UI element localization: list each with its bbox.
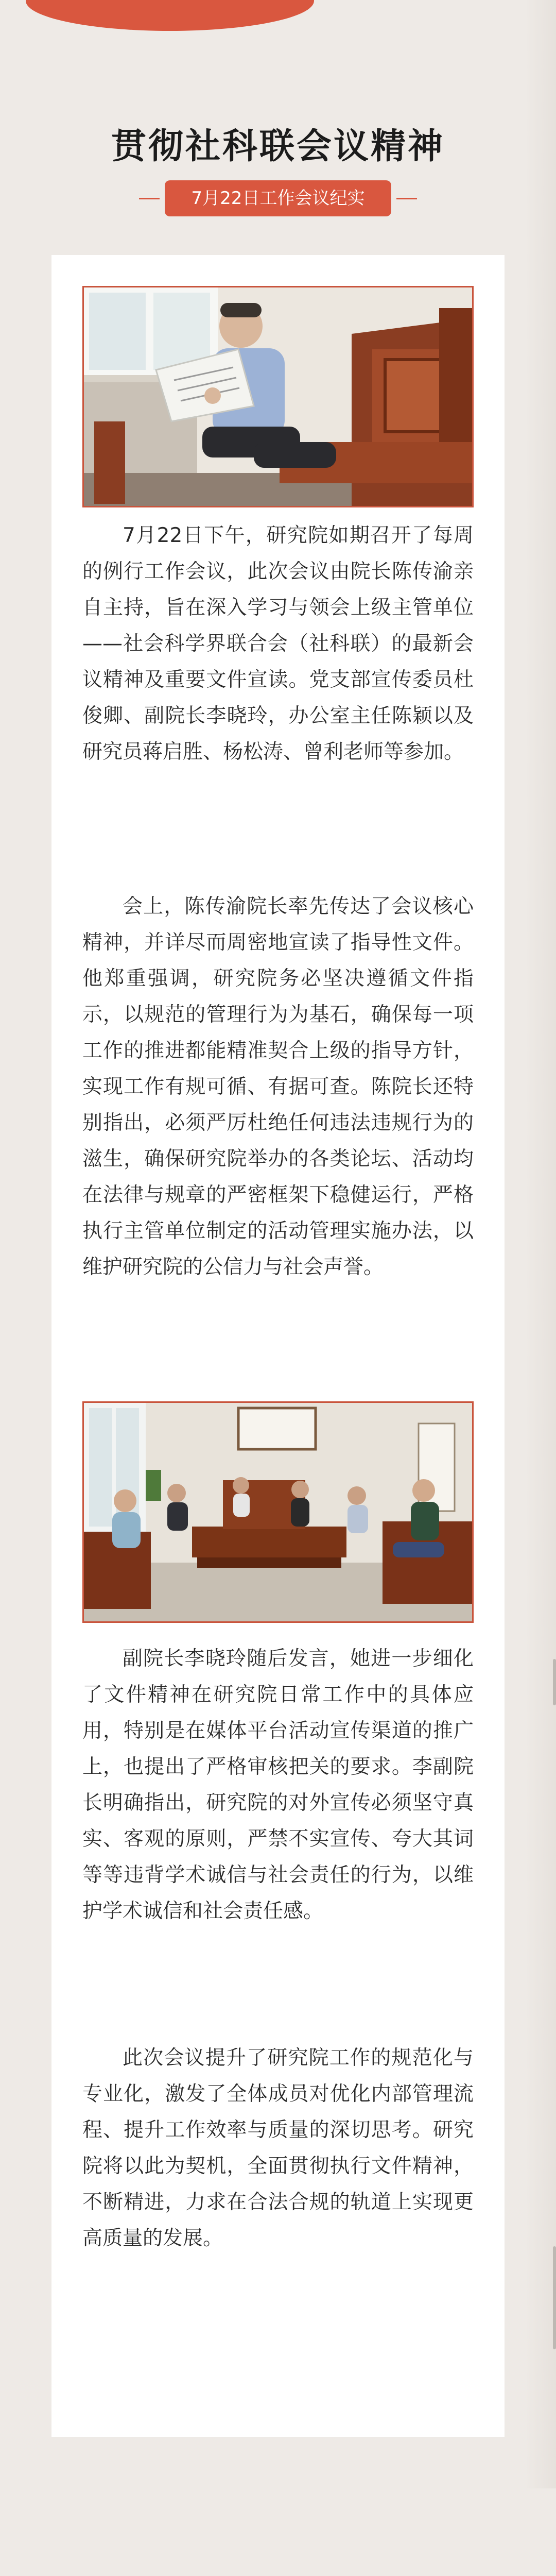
subtitle-banner — [139, 180, 417, 216]
side-shade — [525, 0, 556, 2488]
article-photo-reading — [82, 286, 474, 507]
scrollbar-thumb[interactable] — [553, 1659, 556, 1705]
article-paragraph: 副院长李晓玲随后发言，她进一步细化了文件精神在研究院日常工作中的具体应用，特别是在媒体平台活动宣传渠道的推广上，也提出了严格审核把关的要求。李副院长明确指出，研究院的对外宣传必须坚守真实、客观的原则，严禁不实宣传、夸大其词等等违背学术诚信与社会责任的行为，以维护学术诚信和社会责任感。 — [82, 1647, 474, 1923]
article-card — [51, 255, 505, 2437]
article-photo-meeting — [82, 1401, 474, 1623]
photo-illustration-reading — [84, 287, 472, 506]
photo-illustration-meeting — [84, 1403, 472, 1621]
article-paragraph: 会上，陈传渝院长率先传达了会议核心精神，并详尽而周密地宣读了指导性文件。他郑重强调，研究院务必坚决遵循文件指示，以规范的管理行为为基石，确保每一项工作的推进都能精准契合上级的指导方针，实现工作有规可循、有据可查。陈院长还特别指出，必须严厉杜绝任何违法违规行为的滋生，确保研究院举办的各类论坛、活动均在法律与规章的严密框架下稳健运行，严格执行主管单位制定的活动管理实施办法，以维护研究院的公信力与社会声誉。 — [82, 895, 474, 1279]
subtitle-divider-left — [139, 198, 160, 199]
page-title: 贯彻社科联会议精神 — [111, 126, 445, 167]
article-paragraph: 7月22日下午，研究院如期召开了每周的例行工作会议，此次会议由院长陈传渝亲自主持，旨在深入学习与领会上级主管单位——社会科学界联合会（社科联）的最新会议精神及重要文件宣读。党支部宣传委员杜俊卿、副院长李晓玲，办公室主任陈颖以及研究员蒋启胜、杨松涛、曾利老师等参加。 — [82, 524, 474, 764]
subtitle-label: 7月22日工作会议纪实 — [165, 180, 391, 216]
scrollbar-thumb-secondary[interactable] — [553, 2246, 556, 2349]
article-paragraph: 此次会议提升了研究院工作的规范化与专业化，激发了全体成员对优化内部管理流程、提升工作效率与质量的深切思考。研究院将以此为契机，全面贯彻执行文件精神，不断精进，力求在合法合规的轨道上实现更高质量的发展。 — [82, 2046, 474, 2250]
subtitle-divider-right — [396, 198, 417, 199]
header-decoration-arc — [26, 0, 314, 31]
